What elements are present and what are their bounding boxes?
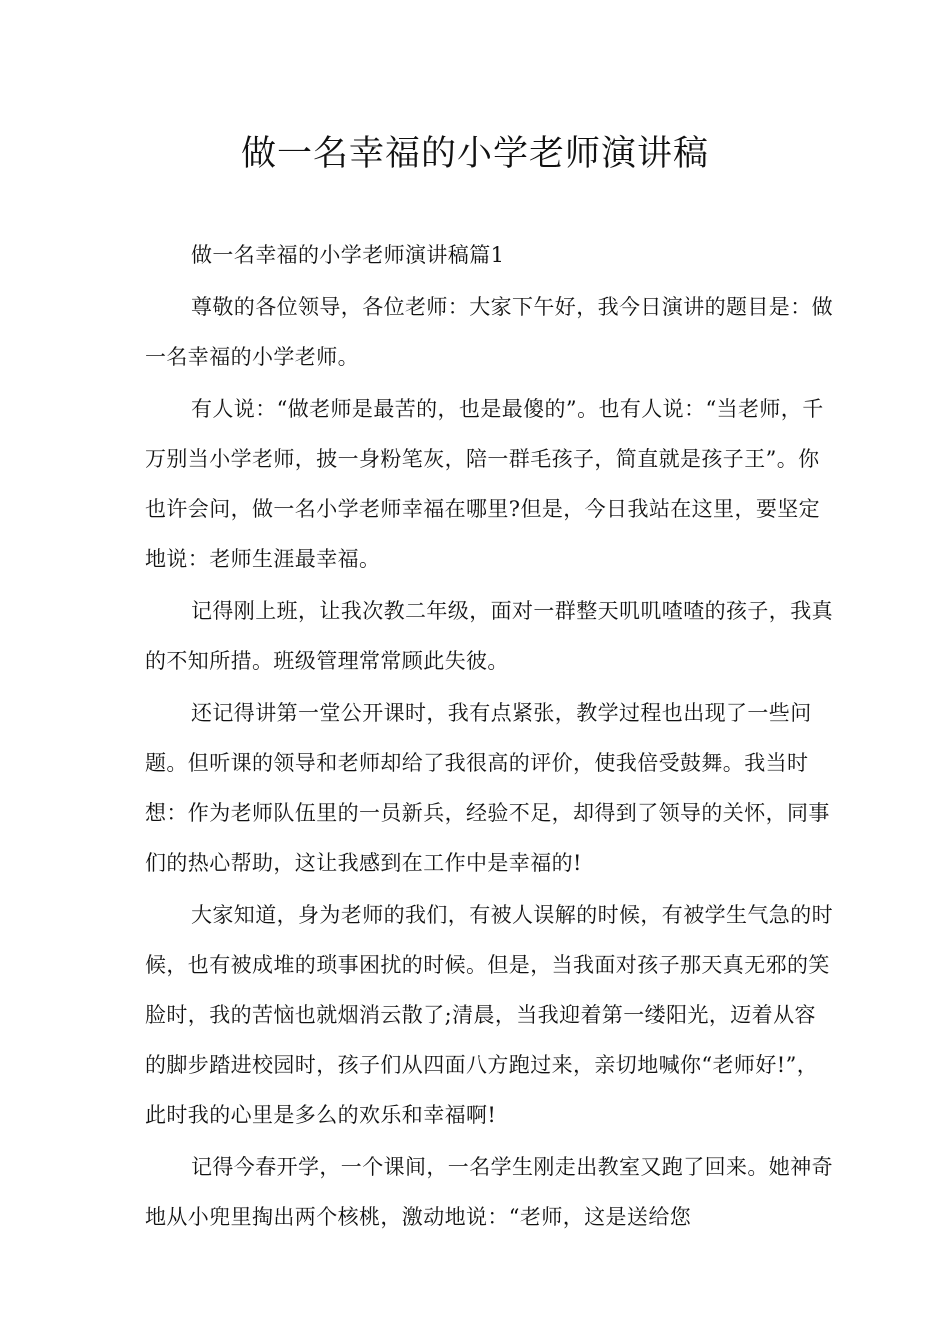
paragraph-open-class: 还记得讲第一堂公开课时，我有点紧张，教学过程也出现了一些问题。但听课的领导和老师却给了我很高的评价，使我倍受鼓舞。我当时想：作为老师队伍里的一员新兵，经验不足，却得到了领导的关怀，同事们的热心帮助，这让我感到在工作中是幸福的! [145, 701, 830, 875]
paragraph-quote: 有人说：“做老师是最苦的，也是最傻的”。也有人说：“当老师，千万别当小学老师，披一身粉笔灰，陪一群毛孩子，简直就是孩子王”。你也许会问，做一名小学老师幸福在哪里?但是，今日我站在这里，要坚定地说：老师生涯最幸福。 [145, 397, 824, 571]
document-title: 做一名幸福的小学老师演讲稿 [240, 134, 709, 174]
document-body [145, 230, 835, 1244]
section-subheading: 做一名幸福的小学老师演讲稿篇1 [191, 243, 505, 267]
paragraph-spring-story: 记得今春开学，一个课间，一名学生刚走出教室又跑了回来。她神奇地从小兜里掏出两个核桃，激动地说：“老师，这是送给您 [145, 1155, 833, 1229]
paragraph-greeting: 尊敬的各位领导，各位老师：大家下午好，我今日演讲的题目是：做一名幸福的小学老师。 [145, 295, 833, 369]
paragraph-first-job: 记得刚上班，让我次教二年级，面对一群整天叽叽喳喳的孩子，我真的不知所措。班级管理常常顾此失彼。 [145, 599, 833, 673]
paragraph-happiness: 大家知道，身为老师的我们，有被人误解的时候，有被学生气急的时候，也有被成堆的琐事困扰的时候。但是，当我面对孩子那天真无邪的笑脸时，我的苦恼也就烟消云散了;清晨，当我迎着第一缕阳光，迈着从容的脚步踏进校园时，孩子们从四面八方跑过来，亲切地喊你“老师好!”，此时我的心里是多么的欢乐和幸福啊! [145, 903, 833, 1127]
